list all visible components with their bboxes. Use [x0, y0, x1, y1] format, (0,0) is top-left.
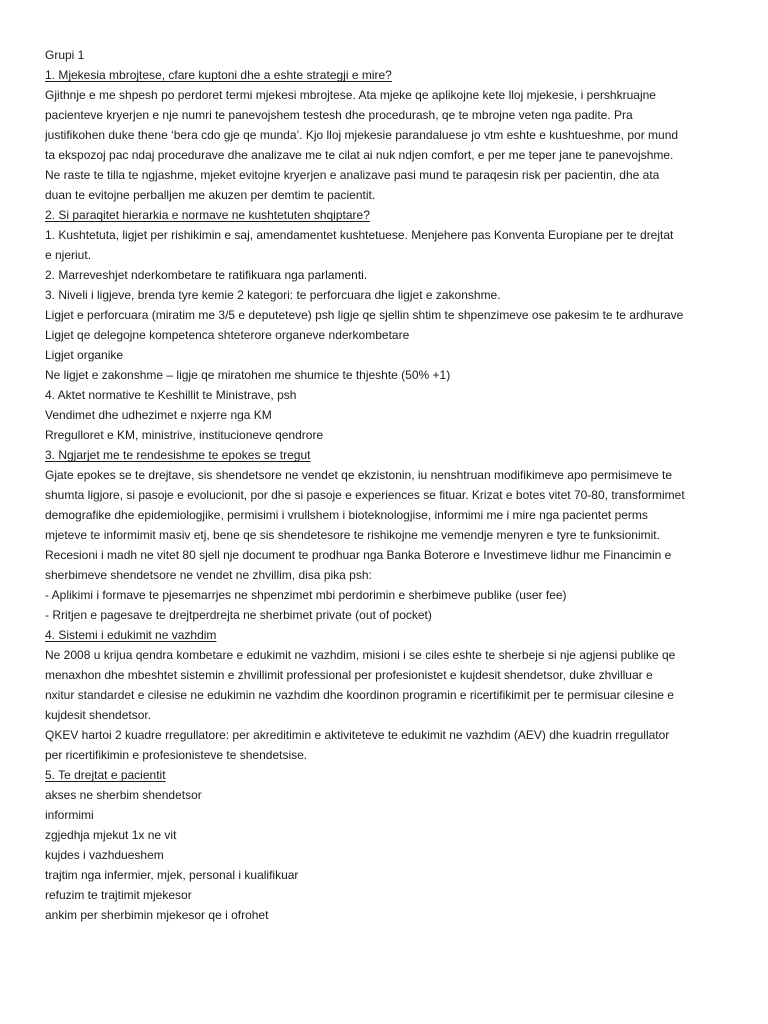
- text-line: Gjithnje e me shpesh po perdoret termi mjekesi mbrojtese. Ata mjeke qe aplikojne kete lloj mjekesie, i pershkruajne: [45, 88, 656, 102]
- list-item: kujdes i vazhdueshem: [45, 848, 164, 862]
- text-line: Gjate epokes se te drejtave, sis shendetsore ne vendet qe ekzistonin, iu nenshtruan modifikimeve apo permisimeve te: [45, 468, 673, 482]
- text-line: sherbimeve shendetsore ne vendet ne zhvillim, disa pika psh:: [45, 568, 372, 582]
- text-line: shumta ligjore, si pasoje e evolucionit, por dhe si pasoje e experiences se fituar. Krizat e botes vitet 70-80, transformimet: [45, 488, 685, 502]
- list-item: ankim per sherbimin mjekesor qe i ofrohet: [45, 908, 269, 922]
- section-heading: 4. Sistemi i edukimit ne vazhdim: [45, 628, 217, 642]
- text-line: demografike dhe epidemiologjike, permisimi i vrullshem i bioteknologjise, informimi me i mire nga pacientet perms: [45, 508, 648, 522]
- text-line: ta ekspozoj pac ndaj procedurave dhe analizave me te cilat ai nuk ndjen comfort, e per me teper jane te panevojshme.: [45, 148, 674, 162]
- list-item: refuzim te trajtimit mjekesor: [45, 888, 192, 902]
- section-4: [45, 625, 745, 765]
- text-line: e njeriut.: [45, 248, 92, 262]
- text-line: justifikohen duke thene ‘bera cdo gje qe munda’. Kjo lloj mjekesie parandaluese jo vtm eshte e kushtueshme, por mund: [45, 128, 679, 142]
- list-item: zgjedhja mjekut 1x ne vit: [45, 828, 177, 842]
- text-line: mjeteve te informimit masiv etj, bene qe sis shendetesore te rishikojne me vemendje menyren e tyre te funksionimit.: [45, 528, 660, 542]
- text-line: 4. Aktet normative te Keshillit te Ministrave, psh: [45, 388, 297, 402]
- text-line: 3. Niveli i ligjeve, brenda tyre kemie 2 kategori: te perforcuara dhe ligjet e zakonshme.: [45, 288, 501, 302]
- text-line: - Aplikimi i formave te pjesemarrjes ne shpenzimet mbi perdorimin e sherbimeve publike (user fee): [45, 588, 567, 602]
- list-item: trajtim nga infermier, mjek, personal i kualifikuar: [45, 868, 299, 882]
- list-item: akses ne sherbim shendetsor: [45, 788, 202, 802]
- text-line: Vendimet dhe udhezimet e nxjerre nga KM: [45, 408, 272, 422]
- section-1: [45, 65, 745, 205]
- text-line: nxitur standardet e cilesise ne edukimin ne vazhdim dhe koordinon programin e ricertifikimit per te permisuar cilesine e: [45, 688, 674, 702]
- section-2: [45, 205, 745, 445]
- text-line: Ligjet organike: [45, 348, 124, 362]
- text-line: Ne raste te tilla te ngjashme, mjeket evitojne kryerjen e analizave pasi mund te paraqesin risk per pacientin, dhe ata: [45, 168, 660, 182]
- section-5: [45, 765, 745, 925]
- text-line: 1. Kushtetuta, ligjet per rishikimin e saj, amendamentet kushtetuese. Menjehere pas Konventa Europiane per te drejtat: [45, 228, 674, 242]
- text-line: pacienteve kryerjen e nje numri te panevojshem testesh dhe procedurash, qe te mbrojne veten nga padite. Pra: [45, 108, 633, 122]
- text-line: duan te evitojne perballjen me akuzen per demtim te pacientit.: [45, 188, 376, 202]
- section-heading: 1. Mjekesia mbrojtese, cfare kuptoni dhe a eshte strategji e mire?: [45, 68, 392, 82]
- document-body: [45, 45, 745, 925]
- document-title: Grupi 1: [45, 48, 85, 62]
- text-line: 2. Marreveshjet nderkombetare te ratifikuara nga parlamenti.: [45, 268, 368, 282]
- text-line: menaxhon dhe mbeshtet sistemin e zhvillimit professional per profesionistet e kujdesit shendetsor, duke zhvilluar e: [45, 668, 653, 682]
- section-heading: 3. Ngjarjet me te rendesishme te epokes se tregut: [45, 448, 311, 462]
- text-line: Recesioni i madh ne vitet 80 sjell nje document te prodhuar nga Banka Boterore e Investimeve lidhur me Financimin e: [45, 548, 672, 562]
- text-line: Ligjet qe delegojne kompetenca shteterore organeve nderkombetare: [45, 328, 410, 342]
- section-heading: 5. Te drejtat e pacientit: [45, 768, 166, 782]
- list-item: informimi: [45, 808, 94, 822]
- section-heading: 2. Si paraqitet hierarkia e normave ne kushtetuten shqiptare?: [45, 208, 370, 222]
- text-line: QKEV hartoi 2 kuadre rregullatore: per akreditimin e aktiviteteve te edukimit ne vazhdim (AEV) dhe kuadrin rregullator: [45, 728, 670, 742]
- text-line: Ligjet e perforcuara (miratim me 3/5 e deputeteve) psh ligje qe sjellin shtim te shpenzimeve ose pakesim te te ardhurave: [45, 308, 684, 322]
- text-line: per ricertifikimin e profesionisteve te shendetsise.: [45, 748, 308, 762]
- text-line: Rregulloret e KM, ministrive, institucioneve qendrore: [45, 428, 324, 442]
- text-line: - Rritjen e pagesave te drejtperdrejta ne sherbimet private (out of pocket): [45, 608, 432, 622]
- text-line: kujdesit shendetsor.: [45, 708, 152, 722]
- text-line: Ne ligjet e zakonshme – ligje qe miratohen me shumice te thjeshte (50% +1): [45, 368, 451, 382]
- section-3: [45, 445, 745, 625]
- text-line: Ne 2008 u krijua qendra kombetare e edukimit ne vazhdim, misioni i se ciles eshte te sherbeje si nje agjensi publike qe: [45, 648, 676, 662]
